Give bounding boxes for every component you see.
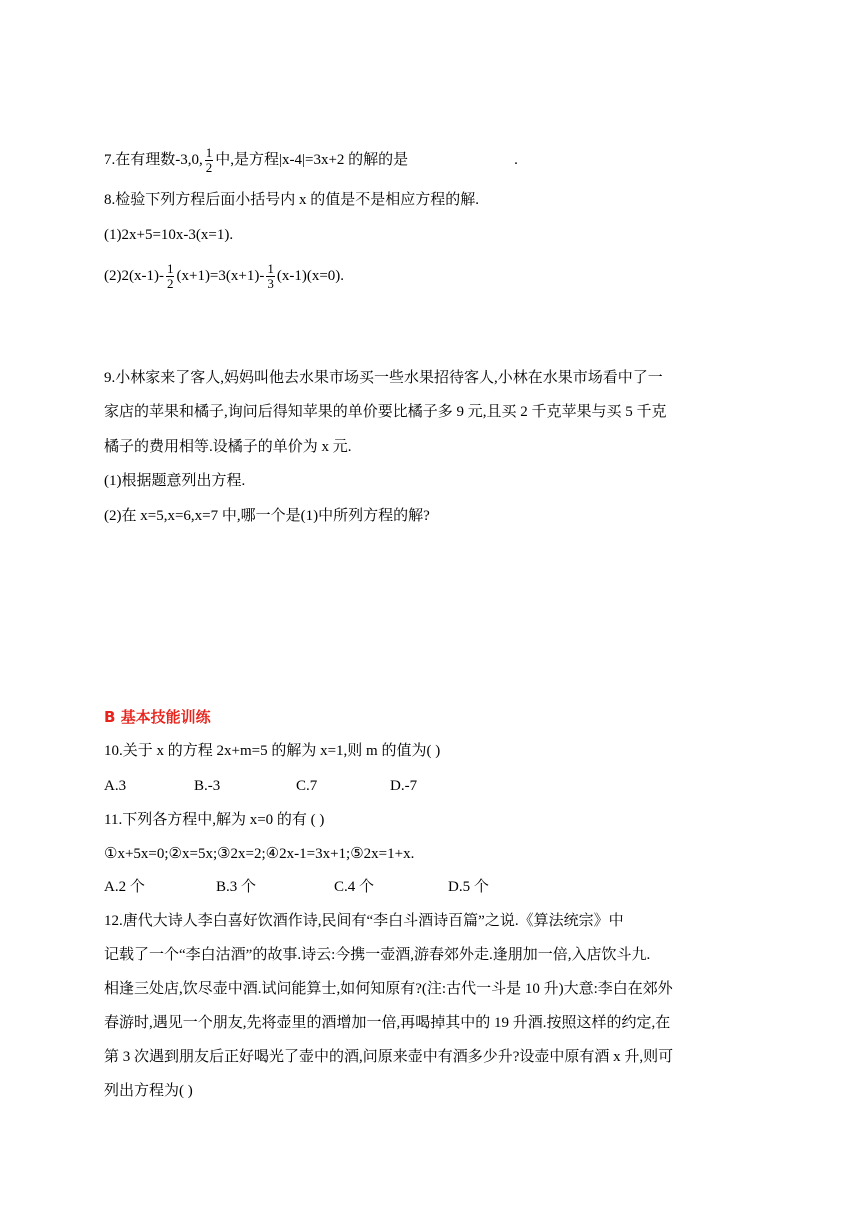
question-7 — [104, 146, 518, 175]
question-10-stem: 10.关于 x 的方程 2x+m=5 的解为 x=1,则 m 的值为( ) — [104, 743, 441, 759]
q7-suffix: 中,是方程|x-4|=3x+2 的解的是 — [215, 151, 409, 168]
question-12-line-4: 春游时,遇见一个朋友,先将壶里的酒增加一倍,再喝掉其中的 19 升酒.按照这样的约定,在 — [104, 1015, 671, 1031]
question-12-line-6: 列出方程为( ) — [104, 1083, 193, 1099]
question-11-options — [104, 877, 489, 897]
option-a: A.3 — [104, 778, 127, 794]
section-b-title: B 基本技能训练 — [104, 708, 211, 726]
question-12-line-2: 记载了一个“李白沽酒”的故事.诗云:今携一壶酒,游春郊外走.逢朋加一倍,入店饮斗九. — [104, 947, 651, 963]
question-8-stem: 8.检验下列方程后面小括号内 x 的值是不是相应方程的解. — [104, 192, 480, 208]
q7-end: . — [514, 151, 518, 168]
q7-prefix: 7.在有理数-3,0, — [104, 151, 203, 168]
question-8-part-1: (1)2x+5=10x-3(x=1). — [104, 227, 234, 243]
question-9-line-2: 家店的苹果和橘子,询问后得知苹果的单价要比橘子多 9 元,且买 2 千克苹果与买 5 千克 — [104, 404, 667, 420]
question-12-line-3: 相逢三处店,饮尽壶中酒.试问能算士,如何知原有?(注:古代一斗是 10 升)大意:李白在郊外 — [104, 981, 673, 997]
question-11-stem: 11.下列各方程中,解为 x=0 的有 ( ) — [104, 812, 325, 828]
question-9-line-1: 9.小林家来了客人,妈妈叫他去水果市场买一些水果招待客人,小林在水果市场看中了一 — [104, 370, 663, 386]
question-12-line-1: 12.唐代大诗人李白喜好饮酒作诗,民间有“李白斗酒诗百篇”之说.《算法统宗》中 — [104, 913, 624, 929]
fraction-one-third: $\frac{1}{3}$ — [267, 261, 274, 291]
question-10-options — [104, 776, 417, 796]
option-d: D.5 个 — [448, 879, 489, 895]
fraction-one-half: $\frac{1}{2}$ — [166, 261, 174, 291]
option-c: C.4 个 — [334, 879, 375, 895]
question-9-part-2: (2)在 x=5,x=6,x=7 中,哪一个是(1)中所列方程的解? — [104, 508, 430, 524]
question-12-line-5: 第 3 次遇到朋友后正好喝光了壶中的酒,问原来壶中有酒多少升?设壶中原有酒 x 升,则可 — [104, 1049, 674, 1065]
question-8-part-2: (2)2(x-1)- $\frac{1}{2}$ (x+1)=3(x+1)- $\frac{1}{3}$ (x-1)(x=0). — [104, 261, 345, 291]
option-a: A.2 个 — [104, 879, 145, 895]
question-11-equations: ①x+5x=0;②x=5x;③2x=2;④2x-1=3x+1;⑤2x=1+x. — [104, 846, 415, 862]
question-9-part-1: (1)根据题意列出方程. — [104, 473, 246, 489]
option-d: D.-7 — [390, 778, 418, 794]
fraction-one-half: $\frac{1}{2}$ — [205, 145, 213, 175]
question-9-line-3: 橘子的费用相等.设橘子的单价为 x 元. — [104, 439, 352, 455]
option-b: B.3 个 — [216, 879, 257, 895]
option-c: C.7 — [296, 778, 318, 794]
option-b: B.-3 — [194, 778, 221, 794]
